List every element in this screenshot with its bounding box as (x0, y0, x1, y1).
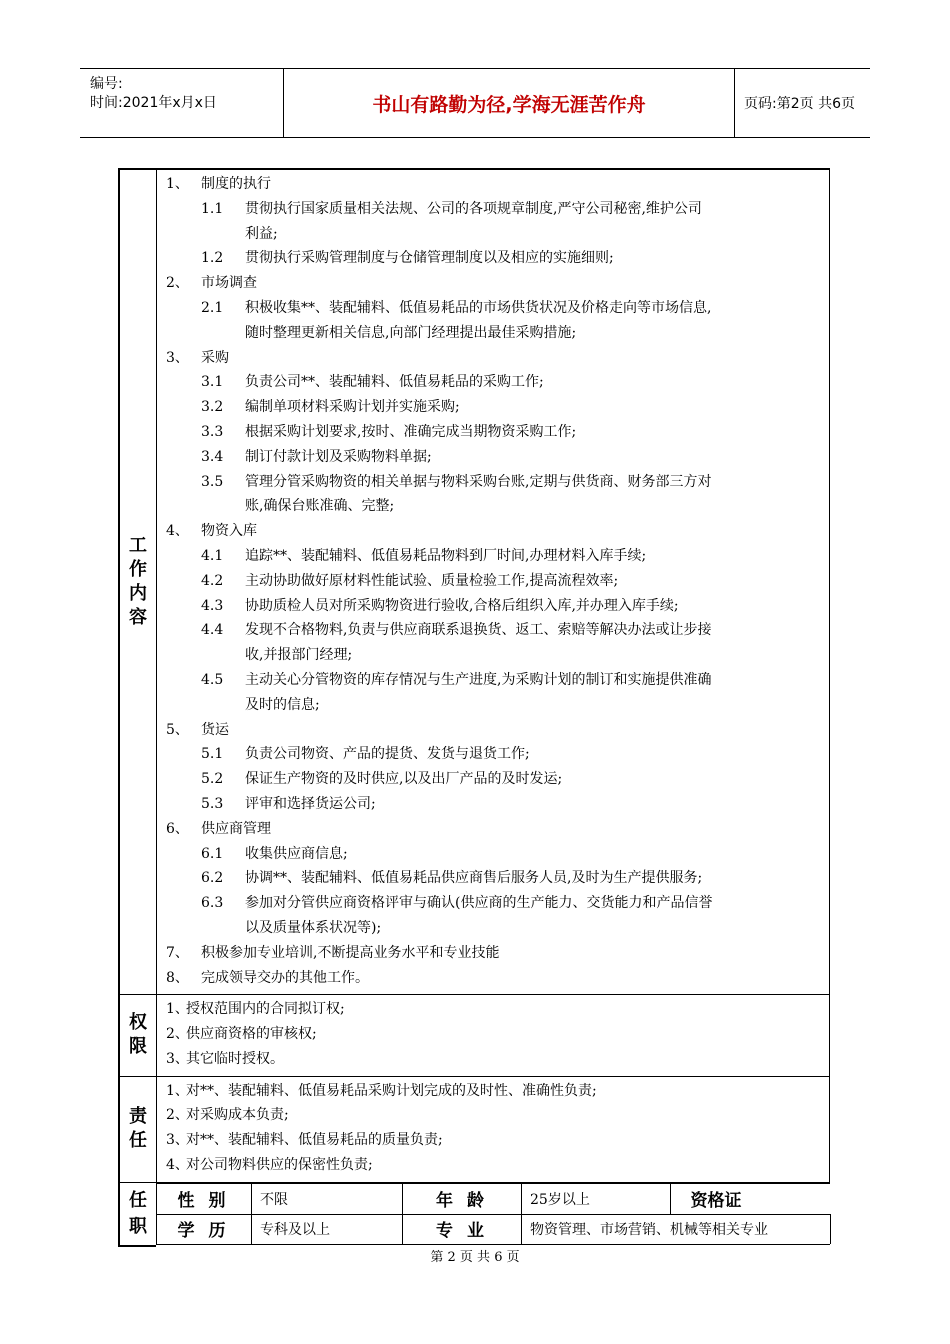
item-number: 2、 (166, 1107, 189, 1124)
authority-section (118, 995, 830, 1076)
item-number: 5、 (166, 721, 189, 738)
item-number: 3.4 (201, 448, 224, 465)
major-value: 物资管理、市场营销、机械等相关专业 (522, 1214, 831, 1244)
item-number: 3.1 (201, 374, 224, 391)
item-text: 负责公司物资、产品的提货、发货与退货工作; (245, 746, 530, 763)
item-text: 制度的执行 (201, 176, 271, 192)
authority-body (156, 995, 830, 1075)
requirements-label (118, 1183, 157, 1245)
item-number: 3、 (166, 1132, 189, 1149)
item-number: 1.2 (201, 250, 224, 267)
item-text: 积极收集**、装配辅料、低值易耗品的市场供货状况及价格走向等市场信息, (245, 299, 712, 316)
item-text: 主动协助做好原材料性能试验、质量检验工作,提高流程效率; (245, 572, 619, 589)
list-item (156, 742, 829, 767)
label-char: 权 (129, 1012, 147, 1034)
list-item (156, 246, 829, 271)
header-motto: 书山有路勤为径,学海无涯苦作舟 (283, 69, 735, 137)
item-number: 5.1 (201, 746, 224, 763)
list-item (156, 222, 829, 247)
item-text: 供应商管理 (201, 820, 271, 837)
label-char: 容 (129, 607, 147, 629)
item-text: 收集供应商信息; (245, 845, 348, 862)
item-text: 追踪**、装配辅料、低值易耗品物料到厂时间,办理材料入库手续; (245, 547, 647, 564)
responsibility-body (156, 1077, 830, 1182)
item-text: 协调**、装配辅料、低值易耗品供应商售后服务人员,及时为生产提供服务; (245, 870, 703, 887)
work-content-section (118, 170, 830, 995)
requirements-row-1 (156, 1183, 830, 1215)
item-text: 保证生产物资的及时供应,以及出厂产品的及时发运; (245, 771, 563, 788)
list-item (156, 618, 829, 643)
item-text: 主动关心分管物资的库存情况与生产进度,为采购计划的制订和实施提供准确 (245, 671, 712, 688)
item-number: 4、 (166, 1157, 189, 1174)
list-item (156, 792, 829, 817)
item-text: 对**、装配辅料、低值易耗品的质量负责; (186, 1132, 443, 1149)
education-label: 学 历 (156, 1214, 252, 1244)
list-item (156, 1153, 829, 1178)
list-item (156, 470, 829, 495)
list-item (156, 643, 829, 668)
cert-label: 资格证 (690, 1191, 742, 1212)
education-value: 专科及以上 (252, 1214, 403, 1244)
item-text: 发现不合格物料,负责与供应商联系退换货、返工、索赔等解决办法或让步接 (245, 622, 712, 639)
label-char: 任 (129, 1130, 147, 1152)
list-item (156, 916, 829, 941)
label-char: 内 (129, 583, 147, 605)
responsibility-section (118, 1077, 830, 1183)
item-text: 对公司物料供应的保密性负责; (186, 1157, 373, 1174)
list-item (156, 370, 829, 395)
job-description-table (118, 168, 830, 1243)
header-meta (80, 69, 283, 137)
item-text: 供应商资格的审核权; (186, 1026, 317, 1043)
list-item (156, 941, 829, 966)
list-item (156, 891, 829, 916)
item-number: 3.2 (201, 399, 224, 416)
item-number: 4.5 (201, 671, 224, 688)
page-footer: 第 2 页 共 6 页 (430, 1250, 520, 1265)
item-number: 2.1 (201, 299, 224, 316)
item-number: 3、 (166, 349, 189, 366)
item-text: 贯彻执行国家质量相关法规、公司的各项规章制度,严守公司秘密,维护公司 (245, 200, 702, 217)
item-text: 编制单项材料采购计划并实施采购; (245, 399, 460, 416)
item-text: 贯彻执行采购管理制度与仓储管理制度以及相应的实施细则; (245, 250, 614, 267)
list-item (156, 569, 829, 594)
item-number: 4.2 (201, 572, 224, 589)
item-number: 6.3 (201, 895, 224, 912)
label-char: 职 (129, 1215, 147, 1237)
item-text: 以及质量体系状况等); (245, 919, 382, 936)
item-text: 随时整理更新相关信息,向部门经理提出最佳采购措施; (245, 324, 577, 341)
item-text: 协助质检人员对所采购物资进行验收,合格后组织入库,并办理入库手续; (245, 597, 679, 614)
list-item (156, 842, 829, 867)
item-text: 完成领导交办的其他工作。 (201, 969, 369, 986)
list-item (156, 445, 829, 470)
item-text: 根据采购计划要求,按时、准确完成当期物资采购工作; (245, 423, 577, 440)
item-text: 负责公司**、装配辅料、低值易耗品的采购工作; (245, 374, 544, 391)
item-number: 2、 (166, 275, 189, 292)
list-item (156, 1079, 829, 1104)
item-number: 1、 (166, 1082, 189, 1099)
authority-label (118, 995, 157, 1075)
list-item (156, 718, 829, 743)
list-item (156, 346, 829, 371)
item-text: 利益; (245, 225, 278, 242)
work-content-body (156, 170, 830, 994)
list-item (156, 866, 829, 891)
item-number: 4.1 (201, 547, 224, 564)
time-label: 时间:2021年x月x日 (90, 95, 217, 111)
item-text: 评审和选择货运公司; (245, 795, 376, 812)
item-number: 7、 (166, 944, 189, 961)
item-text: 货运 (201, 721, 229, 738)
item-number: 3.5 (201, 473, 224, 490)
requirements-row-2 (156, 1214, 830, 1245)
responsibility-label (118, 1077, 157, 1182)
item-number: 3.3 (201, 423, 224, 440)
list-item (156, 271, 829, 296)
item-text: 其它临时授权。 (186, 1050, 284, 1067)
list-item (156, 296, 829, 321)
header-page-info: 页码:第2页 共6页 (744, 96, 855, 112)
list-item (156, 966, 829, 991)
page-header (80, 68, 870, 138)
item-text: 物资入库 (201, 523, 257, 540)
age-value: 25岁以上 (522, 1184, 671, 1214)
list-item (156, 544, 829, 569)
item-number: 6.1 (201, 845, 224, 862)
code-label: 编号: (90, 76, 123, 92)
list-item (156, 519, 829, 544)
item-number: 5.2 (201, 771, 224, 788)
item-number: 1、 (166, 1001, 189, 1018)
item-text: 对**、装配辅料、低值易耗品采购计划完成的及时性、准确性负责; (186, 1082, 597, 1099)
item-text: 制订付款计划及采购物料单据; (245, 448, 432, 465)
list-item (156, 1128, 829, 1153)
item-text: 及时的信息; (245, 696, 320, 713)
list-item (156, 817, 829, 842)
list-item (156, 494, 829, 519)
item-text: 积极参加专业培训,不断提高业务水平和专业技能 (201, 944, 500, 961)
item-text: 管理分管采购物资的相关单据与物料采购台账,定期与供货商、财务部三方对 (245, 473, 712, 490)
item-text: 市场调查 (201, 275, 257, 292)
item-number: 4、 (166, 523, 189, 540)
item-number: 8、 (166, 969, 189, 986)
list-item (156, 172, 829, 197)
item-number: 4.4 (201, 622, 224, 639)
list-item (156, 997, 829, 1022)
list-item (156, 1022, 829, 1047)
list-item (156, 1103, 829, 1128)
item-text: 收,并报部门经理; (245, 647, 353, 664)
list-item (156, 767, 829, 792)
label-char: 限 (129, 1036, 147, 1058)
item-text: 参加对分管供应商资格评审与确认(供应商的生产能力、交货能力和产品信誉 (245, 895, 713, 912)
list-item (156, 594, 829, 619)
label-char: 任 (129, 1189, 147, 1211)
requirements-section (118, 1183, 830, 1243)
work-content-label (118, 170, 157, 994)
list-item (156, 1047, 829, 1072)
list-item (156, 693, 829, 718)
label-char: 作 (129, 559, 147, 581)
item-text: 对采购成本负责; (186, 1107, 289, 1124)
age-label: 年 龄 (403, 1184, 522, 1214)
item-text: 授权范围内的合同拟订权; (186, 1001, 345, 1018)
item-number: 5.3 (201, 795, 224, 812)
list-item (156, 197, 829, 222)
list-item (156, 420, 829, 445)
list-item (156, 668, 829, 693)
list-item (156, 321, 829, 346)
major-label: 专 业 (403, 1214, 522, 1244)
item-number: 1、 (166, 176, 189, 192)
gender-label: 性 别 (156, 1184, 252, 1214)
item-number: 4.3 (201, 597, 224, 614)
item-text: 采购 (201, 349, 229, 366)
item-number: 6、 (166, 820, 189, 837)
gender-value: 不限 (252, 1184, 403, 1214)
item-text: 账,确保台账准确、完整; (245, 498, 395, 515)
item-number: 3、 (166, 1050, 189, 1067)
item-number: 1.1 (201, 200, 224, 217)
label-char: 责 (129, 1106, 147, 1128)
item-number: 2、 (166, 1026, 189, 1043)
item-number: 6.2 (201, 870, 224, 887)
list-item (156, 395, 829, 420)
label-char: 工 (129, 535, 147, 557)
